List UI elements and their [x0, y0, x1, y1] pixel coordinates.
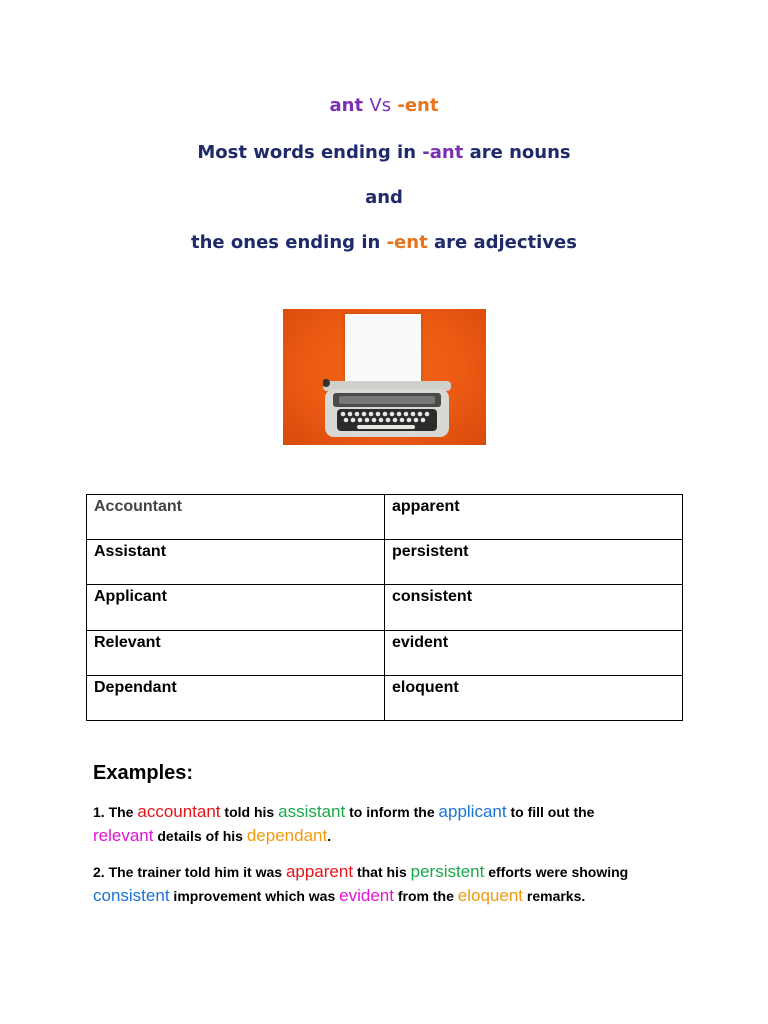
subtitle-and: and: [365, 187, 403, 208]
table-row: [87, 675, 683, 720]
example-2: [93, 860, 628, 908]
example-text: efforts were showing: [484, 864, 629, 880]
highlight-word: accountant: [137, 802, 221, 821]
adjective-cell: persistent: [385, 540, 683, 585]
example-text: improvement which was: [169, 888, 340, 904]
example-text: told his: [220, 804, 279, 820]
typewriter-image: [283, 309, 486, 445]
highlight-word: applicant: [438, 802, 507, 821]
example-text: remarks.: [523, 888, 586, 904]
highlight-word: persistent: [410, 862, 485, 881]
noun-cell: Dependant: [87, 675, 385, 720]
nouns-pre: Most words ending in: [197, 142, 423, 163]
adjective-cell: eloquent: [385, 675, 683, 720]
highlight-word: relevant: [93, 826, 154, 845]
title-vs: Vs: [369, 95, 392, 116]
highlight-word: assistant: [278, 802, 346, 821]
adjectives-pre: the ones ending in: [191, 232, 387, 253]
example-text: that his: [353, 864, 411, 880]
typewriter-icon: [323, 373, 451, 439]
word-table: [86, 494, 683, 721]
example-text: to fill out the: [506, 804, 595, 820]
title-ant: ant: [329, 95, 364, 116]
example-1: [93, 800, 594, 848]
adjective-cell: consistent: [385, 585, 683, 630]
noun-cell: Applicant: [87, 585, 385, 630]
table-row: [87, 630, 683, 675]
example-text: to inform the: [345, 804, 439, 820]
adjectives-post: are adjectives: [427, 232, 577, 253]
example-text: 2. The trainer told him it was: [93, 864, 286, 880]
highlight-word: eloquent: [457, 886, 523, 905]
nouns-suffix: -ant: [422, 142, 464, 163]
highlight-word: apparent: [285, 862, 354, 881]
title-ent: -ent: [397, 95, 439, 116]
title-line: [0, 95, 768, 116]
highlight-word: evident: [339, 886, 394, 905]
example-text: details of his: [153, 828, 247, 844]
table-row: [87, 540, 683, 585]
adjectives-suffix: -ent: [386, 232, 428, 253]
examples-heading: Examples:: [93, 762, 194, 784]
table-row: [87, 495, 683, 540]
highlight-word: consistent: [93, 886, 170, 905]
table-row: [87, 585, 683, 630]
example-text: .: [327, 828, 332, 844]
highlight-word: dependant: [246, 826, 328, 845]
example-text: 1. The: [93, 804, 138, 820]
adjective-cell: evident: [385, 630, 683, 675]
noun-cell: Assistant: [87, 540, 385, 585]
subtitle-nouns: [0, 142, 768, 163]
nouns-post: are nouns: [463, 142, 571, 163]
example-text: from the: [393, 888, 458, 904]
noun-cell: Relevant: [87, 630, 385, 675]
adjective-cell: apparent: [385, 495, 683, 540]
subtitle-adjectives: [0, 232, 768, 253]
noun-cell: Accountant: [87, 495, 385, 540]
